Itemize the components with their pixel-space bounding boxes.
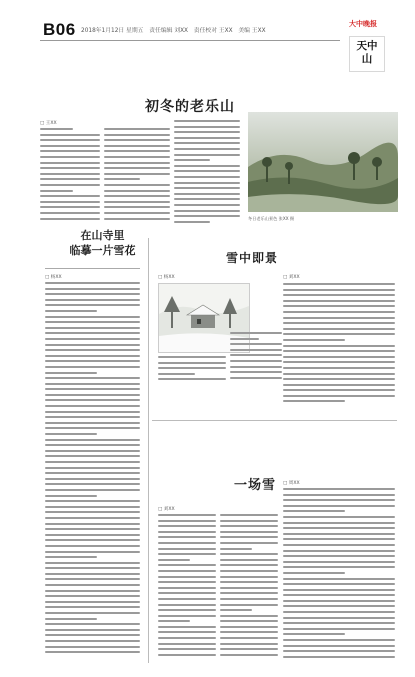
text-line [283,516,395,518]
text-line [40,178,100,180]
text-line [45,377,140,379]
text-line [220,520,278,522]
text-line [40,184,100,186]
text-line [174,221,210,223]
text-line [45,467,140,469]
text-line [283,628,395,630]
text-line [45,338,140,340]
text-line [283,499,395,501]
text-line [283,345,395,347]
text-line [45,618,97,620]
text-line [158,581,216,583]
text-line [158,592,216,594]
article-title-poem-line2: 临摹一片雪花 [69,244,136,257]
text-line [283,589,395,591]
text-line [45,539,140,541]
text-line [174,148,240,150]
text-line [104,167,170,169]
photo-caption: 冬日老乐山景色 张XX 摄 [248,216,295,221]
text-line [158,631,216,633]
text-line [220,576,278,578]
text-line [40,145,100,147]
article-main-col2 [104,128,170,228]
text-line [283,395,395,397]
text-line [220,564,278,566]
text-line [104,212,170,214]
text-line [45,495,97,497]
text-line [174,204,240,206]
text-line [45,394,140,396]
text-line [220,631,278,633]
text-line [220,570,278,572]
text-line [104,156,170,158]
text-line [283,289,395,291]
text-line [283,645,395,647]
text-line [174,142,240,144]
text-line [45,601,140,603]
text-line [283,305,395,307]
text-line [283,656,395,658]
text-line [40,162,100,164]
text-line [45,584,140,586]
text-line [104,173,170,175]
newspaper-brand: 大中晚报 [349,19,377,28]
text-line [220,626,278,628]
text-line [104,184,170,186]
article-title-poem [60,228,145,258]
text-line [45,399,140,401]
text-line [283,322,395,324]
snowview-poem-right [283,283,395,411]
text-line [45,551,140,553]
text-line [158,356,226,358]
article-main-col3 [174,120,240,228]
text-line [220,592,278,594]
text-line [220,553,278,555]
text-line [45,288,140,290]
text-line [174,215,240,217]
article-title-snow: 一场雪 [233,478,276,493]
text-line [45,489,140,491]
text-line [158,553,216,555]
article-snow-col2 [220,514,278,662]
text-line [158,643,216,645]
text-line [283,488,395,490]
text-line [158,604,216,606]
text-line [174,198,240,200]
text-line [220,525,278,527]
text-line [45,567,140,569]
text-line [158,609,216,611]
text-line [45,433,97,435]
text-line [220,648,278,650]
text-line [158,514,216,516]
text-line [283,505,395,507]
text-line [45,444,140,446]
text-line [104,134,170,136]
text-line [158,531,216,533]
text-line [158,570,216,572]
text-line [45,416,140,418]
text-line [283,527,395,529]
article-main-byline: □ 王XX [40,121,57,126]
text-line [158,373,195,375]
text-line [230,343,282,345]
text-line [40,128,73,130]
text-line [158,576,216,578]
text-line [40,195,100,197]
text-line [40,134,100,136]
article-snowview-byline-right: □ 刘XX [283,275,300,280]
text-line [40,218,100,220]
text-line [174,170,240,172]
text-line [45,506,140,508]
text-line [283,544,395,546]
text-line [283,389,395,391]
article-snowview-byline: □ 杨XX [158,275,175,280]
page-number: B06 [43,20,76,39]
text-line [174,154,240,156]
text-line [158,362,226,364]
text-line [45,595,140,597]
snowview-poem-left [158,356,226,386]
text-line [45,344,140,346]
text-line [174,193,240,195]
text-line [220,559,278,561]
text-line [45,299,140,301]
article-snow-col3 [283,488,395,662]
text-line [45,366,140,368]
text-line [283,522,395,524]
text-line [174,182,240,184]
text-line [158,378,226,380]
text-line [283,555,395,557]
text-line [174,126,240,128]
text-line [104,190,170,192]
text-line [158,648,216,650]
text-line [45,646,140,648]
text-line [220,620,278,622]
text-line [40,190,73,192]
text-line [283,538,395,540]
text-line [104,201,170,203]
text-line [45,478,140,480]
text-line [283,333,395,335]
text-line [283,328,395,330]
text-line [283,294,395,296]
text-line [158,559,190,561]
text-line [45,573,140,575]
text-line [45,332,140,334]
text-line [283,283,395,285]
text-line [45,439,140,441]
article-snow-col1 [158,514,216,662]
text-line [283,494,395,496]
text-line [45,634,140,636]
text-line [104,206,170,208]
text-line [220,643,278,645]
text-line [283,605,395,607]
text-line [45,411,140,413]
snowview-poem-mid [230,332,282,386]
text-line [283,578,395,580]
text-line [158,525,216,527]
text-line [174,210,240,212]
landscape-photo [248,112,398,212]
text-line [104,145,170,147]
text-line [45,355,140,357]
article-title-poem-line1: 在山寺里 [80,229,125,242]
text-line [158,542,216,544]
text-line [45,606,140,608]
text-line [104,218,170,220]
text-line [40,150,100,152]
text-line [220,637,278,639]
text-line [45,640,140,642]
text-line [283,339,345,341]
text-line [45,422,140,424]
header-rule [40,40,340,41]
text-line [158,367,226,369]
text-line [45,321,140,323]
text-line [283,356,395,358]
article-title-main: 初冬的老乐山 [145,99,235,115]
article-snow-byline2: □ 周XX [283,481,300,486]
text-line [283,583,395,585]
text-line [230,377,282,379]
text-line [220,654,278,656]
text-line [45,388,140,390]
text-line [40,201,100,203]
text-line [40,206,100,208]
text-line [230,371,282,373]
text-line [283,639,395,641]
text-line [283,594,395,596]
text-line [45,293,140,295]
text-line [45,623,140,625]
article-poem-body [45,282,140,662]
text-line [45,545,140,547]
text-line [174,165,240,167]
text-line [220,598,278,600]
text-line [45,511,140,513]
text-line [283,611,395,613]
text-line [220,604,278,606]
text-line [40,167,100,169]
text-line [230,360,282,362]
text-line [158,620,190,622]
text-line [230,366,282,368]
text-line [283,622,395,624]
article-poem-byline: □ 杨XX [45,275,62,280]
text-line [45,405,140,407]
text-line [283,317,395,319]
text-line [174,120,240,122]
text-line [220,536,278,538]
article-snow-byline: □ 刘XX [158,507,175,512]
text-line [158,654,216,656]
text-line [174,131,240,133]
text-line [283,533,395,535]
text-line [45,450,140,452]
text-line [283,350,395,352]
poem-title-rule [45,268,140,269]
section-divider [152,420,397,421]
article-title-snowview: 雪中即景 [225,251,278,265]
text-line [40,156,100,158]
text-line [174,187,240,189]
text-line [283,572,345,574]
text-line [158,520,216,522]
text-line [220,548,252,550]
text-line [104,178,140,180]
text-line [45,562,140,564]
text-line [104,195,170,197]
text-line [158,615,216,617]
text-line [45,523,140,525]
text-line [174,137,240,139]
text-line [45,383,140,385]
text-line [158,536,216,538]
text-line [283,367,395,369]
text-line [158,564,216,566]
text-line [45,461,140,463]
text-line [220,615,278,617]
text-line [220,581,278,583]
text-line [45,590,140,592]
text-line [104,150,170,152]
text-line [283,633,345,635]
column-divider [148,238,149,663]
text-line [45,517,140,519]
text-line [104,128,170,130]
text-line [45,578,140,580]
text-line [45,500,140,502]
text-line [220,542,278,544]
text-line [283,650,395,652]
text-line [220,531,278,533]
text-line [283,600,395,602]
text-line [158,548,216,550]
text-line [158,587,216,589]
text-line [45,629,140,631]
text-line [45,534,140,536]
text-line [220,514,278,516]
text-line [283,373,395,375]
text-line [158,626,216,628]
text-line [283,617,395,619]
text-line [45,310,97,312]
text-line [230,349,282,351]
text-line [45,327,140,329]
text-line [230,332,282,334]
article-main-col1 [40,128,100,228]
text-line [45,282,140,284]
text-line [45,455,140,457]
text-line [283,378,395,380]
text-line [283,300,395,302]
text-line [45,612,140,614]
text-line [174,159,210,161]
text-line [104,162,170,164]
text-line [158,598,216,600]
text-line [283,361,395,363]
text-line [283,561,395,563]
text-line [174,176,240,178]
text-line [40,139,100,141]
text-line [283,566,395,568]
text-line [40,173,100,175]
text-line [45,316,140,318]
text-line [283,550,395,552]
text-line [45,349,140,351]
text-line [45,483,140,485]
text-line [45,528,140,530]
text-line [220,587,278,589]
text-line [104,139,170,141]
text-line [220,609,252,611]
text-line [158,637,216,639]
text-line [230,354,282,356]
text-line [230,338,259,340]
text-line [283,311,395,313]
text-line [45,360,140,362]
text-line [283,384,395,386]
section-title: 天中山 [356,40,378,65]
page-meta: 2018年1月12日 星期五 责任编辑 刘XX 责任校对 王XX 美编 王XX [81,28,266,34]
text-line [45,427,140,429]
text-line [40,212,100,214]
text-line [283,510,345,512]
text-line [45,304,140,306]
text-line [45,556,97,558]
text-line [45,651,140,653]
text-line [45,372,97,374]
text-line [283,400,345,402]
text-line [45,472,140,474]
